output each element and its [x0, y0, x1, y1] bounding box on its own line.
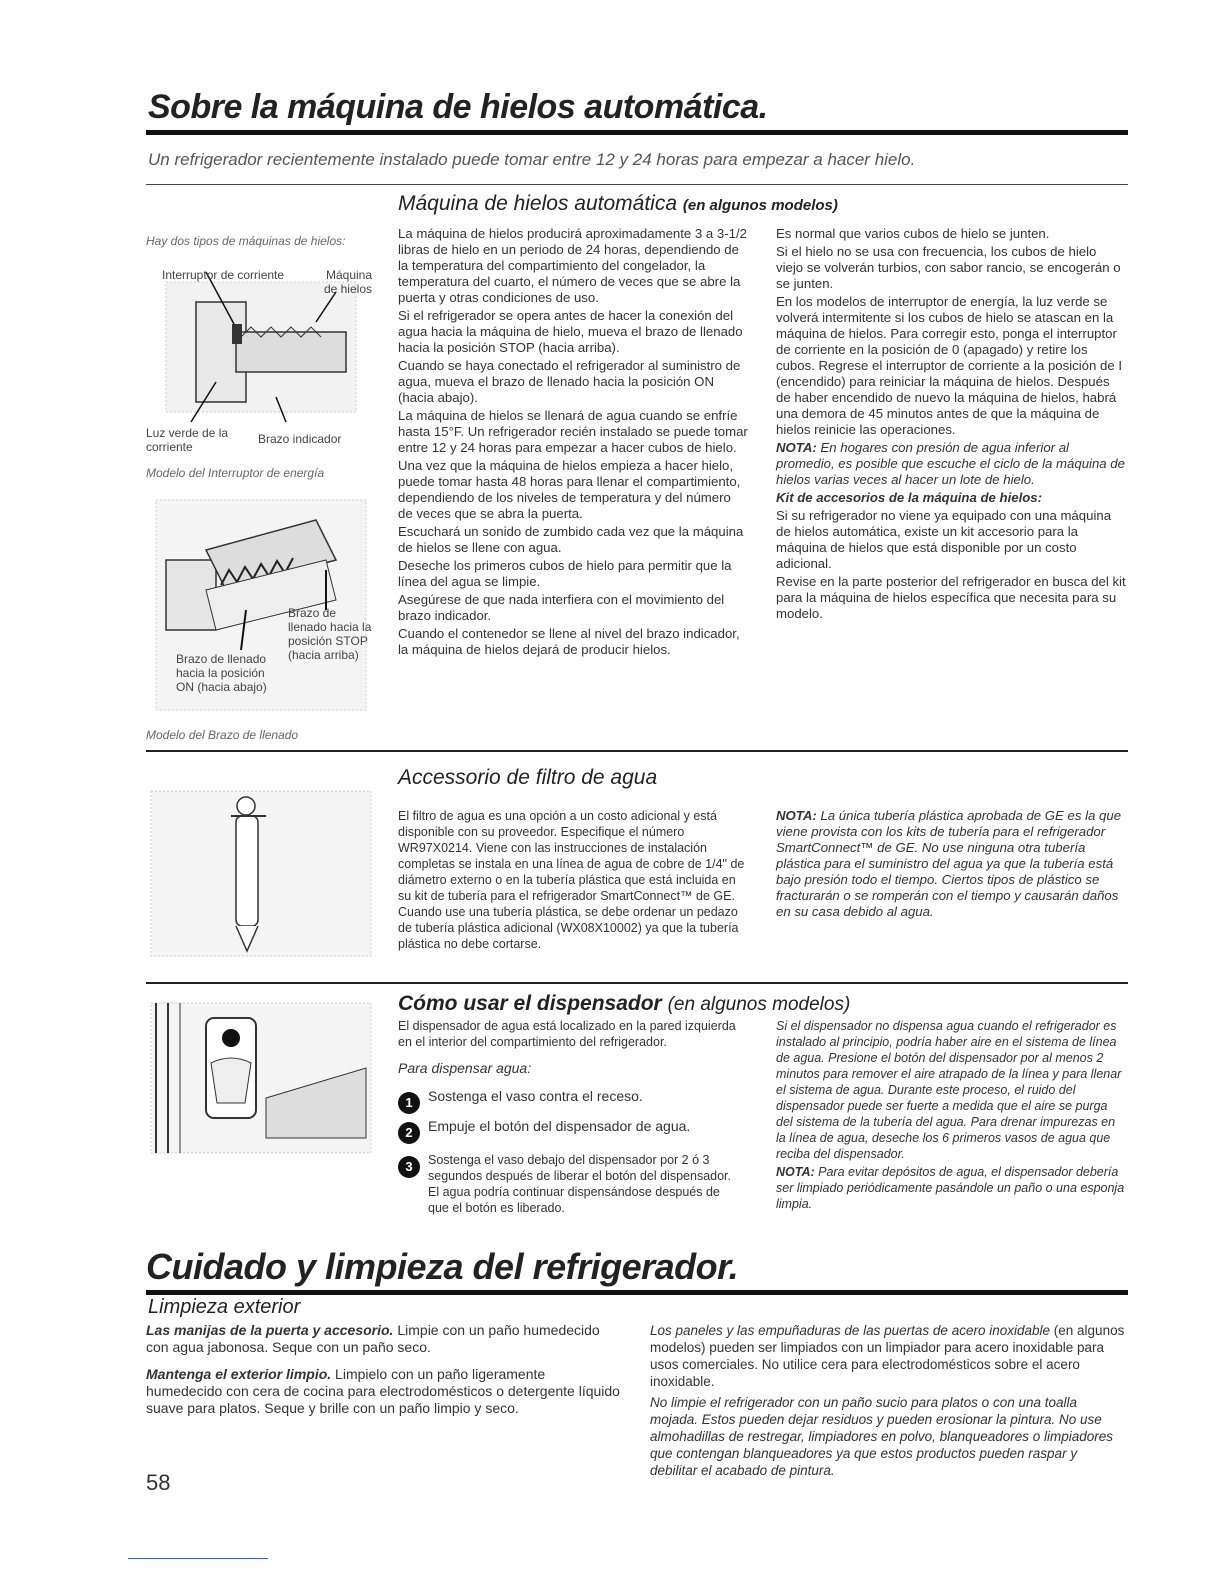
exterior-col2	[650, 1322, 1128, 1481]
icemaker-c2-p3: En los modelos de interruptor de energía, la luz verde se volverá intermitente si los cubos de hielo se atascan en la máquina de hielos. Para corregir esto, ponga el interruptor de corriente en la posición de 0 (apagado) y retire los cubos. Regrese el interruptor de corriente a la posición de I (encendido) para reiniciar la máquina de hielos. Después de haber encendido de nuevo la máquina de hielos, habrá una demora de 45 minutos antes de que la máquina de hielos reinicie las operaciones.	[776, 294, 1122, 437]
fig1-label-light: Luz verde de la corriente	[146, 426, 229, 454]
water-filter-illustration	[146, 786, 376, 961]
exterior-p1-text: Limpie con un paño humedecido con agua jabonosa. Seque con un paño seco.	[146, 1322, 600, 1355]
care-rule	[146, 1290, 1128, 1295]
filter-title: Accessorio de filtro de agua	[398, 766, 658, 789]
icemaker-p2: Si el refrigerador se opera antes de hacer la conexión del agua hacia la máquina de hielo, mueva el brazo de llenado hacia la posición STOP (hacia arriba).	[398, 308, 743, 355]
dispenser-section-title	[398, 992, 850, 1016]
filter-nota-text: La única tubería plástica aprobada de GE es la que viene provista con los kits de tubería para el refrigerador SmartConnect™ de GE. No use ninguna otra tubería plástica para el suministro del agua ya que la tubería está bajo presión todo el tiempo. Ciertos tipos de plástico se fracturarán o se romperán con el tiempo y causarán daños en su casa debido al agua.	[776, 808, 1122, 919]
step-2-text: Empuje el botón del dispensador de agua.	[428, 1118, 691, 1134]
filter-nota	[776, 808, 1126, 920]
kit-text-2: Revise en la parte posterior del refrigerador en busca del kit para la máquina de hielos específica que necesita para su modelo.	[776, 574, 1126, 621]
care-title: Cuidado y limpieza del refrigerador.	[146, 1246, 739, 1287]
icemaker-title: Máquina de hielos automática	[398, 192, 678, 215]
water-filter-figure	[146, 786, 376, 961]
dispenser-nota	[776, 1164, 1126, 1212]
step-3-badge: 3	[398, 1156, 420, 1178]
exterior-right-p1	[650, 1322, 1128, 1390]
icemaker-p6: Escuchará un sonido de zumbido cada vez que la máquina de hielos se llene con agua.	[398, 524, 744, 555]
step-2-badge: 2	[398, 1122, 420, 1144]
icemaker-nota-text: En hogares con presión de agua inferior al promedio, es posible que escuche el ciclo de la máquina de hielos varias veces al hacer un lote de hielo.	[776, 440, 1125, 487]
page-title: Sobre la máquina de hielos automática.	[148, 88, 768, 126]
fig1-label-arm: Brazo indicador	[258, 432, 342, 446]
kit-text: Si su refrigerador no viene ya equipado con una máquina de hielos automática, existe un kit accesorio para la máquina de hielos que está disponible por un costo adicional.	[776, 508, 1112, 571]
step-1-badge: 1	[398, 1092, 420, 1114]
exterior-p2	[146, 1366, 622, 1417]
icemaker-p1: La máquina de hielos producirá aproximadamente 3 a 3-1/2 libras de hielo en un periodo de 24 horas, dependiendo de la temperatura del compartimiento del congelador, la temperatura del cuarto, el número de veces que se abre la puerta y otras condiciones de uso.	[398, 226, 747, 305]
kit-title: Kit de accesorios de la máquina de hielos:	[776, 490, 1043, 505]
step-3-text: Sostenga el vaso debajo del dispensador por 2 ó 3 segundos después de liberar el botón del dispensador. El agua podría continuar dispensándose después de que el botón es liberado.	[428, 1153, 731, 1215]
dispenser-rule	[146, 982, 1128, 984]
exterior-p1	[146, 1322, 622, 1356]
dispenser-nota-label: NOTA:	[776, 1165, 815, 1179]
step-1-text: Sostenga el vaso contra el receso.	[428, 1088, 643, 1104]
intro-rule	[146, 184, 1128, 185]
icemaker-c2-p2: Si el hielo no se usa con frecuencia, los cubos de hielo viejo se volverán turbios, con sabor rancio, se encogerán o se junten.	[776, 244, 1121, 291]
exterior-p2-label: Mantenga el exterior limpio.	[146, 1366, 332, 1382]
exterior-title: Limpieza exterior	[148, 1296, 301, 1318]
icemaker-col1	[398, 226, 748, 660]
icemaker-p8: Asegúrese de que nada interfiera con el movimiento del brazo indicador.	[398, 592, 725, 623]
title-rule	[146, 130, 1128, 135]
icemaker-title-sub: (en algunos modelos)	[682, 197, 838, 214]
exterior-right-label: Los paneles y las empuñaduras de las puertas de acero inoxidable	[650, 1323, 1051, 1338]
page-number: 58	[146, 1470, 171, 1495]
dispenser-steps-title: Para dispensar agua:	[398, 1060, 532, 1076]
exterior-right-text: (en algunos modelos) pueden ser limpiados con un limpiador para acero inoxidable para usos comerciales. No utilice cera para electrodomésticos sobre el acero inoxidable.	[650, 1323, 1125, 1389]
fig1-label-switch: Interruptor de corriente	[162, 268, 285, 282]
dispenser-figure	[146, 998, 376, 1158]
fig-caption-top: Hay dos tipos de máquinas de hielos:	[146, 234, 346, 248]
fig2-label-arm-on: Brazo de llenado hacia la posición ON (hacia abajo)	[176, 652, 267, 694]
dispenser-title: Cómo usar el dispensador	[398, 992, 662, 1015]
icemaker-p7: Deseche los primeros cubos de hielo para permitir que la línea del agua se limpie.	[398, 558, 732, 589]
dispenser-illustration	[146, 998, 376, 1158]
dispenser-air-text: Si el dispensador no dispensa agua cuando el refrigerador es instalado al principio, podría haber aire en el sistema de línea de agua. Presione el botón del dispensador por al menos 2 minutos para remover el aire atrapado de la línea y para llenar el sistema de agua. Durante este proceso, el ruido del dispensador puede ser fuerte a medida que el aire se purga del sistema de la tubería del agua. Para drenar impurezas en la línea de agua, deseche los 6 primeros vasos de agua que reciba del dispensador.	[776, 1019, 1122, 1161]
fig1-caption: Modelo del Interruptor de energía	[146, 466, 325, 480]
footer-link-line	[128, 1558, 268, 1559]
filter-rule	[146, 750, 1128, 752]
filter-nota-label: NOTA:	[776, 808, 817, 823]
exterior-col1	[146, 1322, 622, 1419]
dispenser-nota-text: Para evitar depósitos de agua, el dispensador debería ser limpiado periódicamente pasándole un paño o una esponja limpia.	[776, 1165, 1125, 1211]
exterior-p2-text: Limpielo con un paño ligeramente humedecido con cera de cocina para electrodomésticos o detergente líquido suave para platos. Seque y brille con un paño limpio y seco.	[146, 1366, 620, 1416]
fig1-label-maker: Máquina de hielos	[323, 268, 372, 296]
dispenser-right-text	[776, 1018, 1126, 1214]
fig2-label-arm-stop: Brazo de llenado hacia la posición STOP (hacia arriba)	[288, 606, 372, 662]
fig2-caption: Modelo del Brazo de llenado	[146, 728, 299, 742]
icemaker-p4: La máquina de hielos se llenará de agua cuando se enfríe hasta 15°F. Un refrigerador recién instalado se puede tomar entre 12 y 24 horas para empezar a hacer cubos de hielo.	[398, 408, 748, 455]
icemaker-section-title	[398, 192, 838, 216]
dispenser-title-sub: (en algunos modelos)	[667, 994, 851, 1015]
exterior-right-italic: No limpie el refrigerador con un paño sucio para platos o con una toalla mojada. Estos pueden dejar residuos y pueden erosionar la pintura. No use almohadillas de restregar, limpiadores en polvo, blanqueadores o limpiadores que contengan blanqueadores ya que estos productos pueden raspar y debilitar el acabado de pintura.	[650, 1395, 1114, 1478]
icemaker-nota	[776, 440, 1126, 488]
icemaker-p9: Cuando el contenedor se llene al nivel del brazo indicador, la máquina de hielos dejará de producir hielos.	[398, 626, 740, 657]
icemaker-p5: Una vez que la máquina de hielos empieza a hacer hielo, puede tomar hasta 48 horas para llenar el compartimiento, dependiendo de los niveles de temperatura y del número de veces que se abra la puerta.	[398, 458, 741, 521]
intro-text: Un refrigerador recientemente instalado puede tomar entre 12 y 24 horas para empezar a hacer hielo.	[148, 150, 916, 169]
icemaker-p3: Cuando se haya conectado el refrigerador al suministro de agua, mueva el brazo de llenado hacia la posición ON (hacia abajo).	[398, 358, 741, 405]
exterior-p1-label: Las manijas de la puerta y accesorio.	[146, 1322, 394, 1338]
filter-col1: El filtro de agua es una opción a un costo adicional y está disponible con su proveedor. Especifique el número WR97X0214. Viene con las instrucciones de instalación completas se instala en una línea de agua de cobre de 1/4" de diámetro externo o en la tubería plástica que está incluida en su kit de tubería para el refrigerador SmartConnect™ de GE. Cuando use una tubería plástica, se debe ordenar un pedazo de tubería plástica adicional (WX08X10002) ya que la tubería plástica no debe cortarse.	[398, 809, 745, 951]
icemaker-col2	[776, 226, 1126, 624]
dispenser-intro: El dispensador de agua está localizado en la pared izquierda en el interior del compartimiento del refrigerador.	[398, 1019, 736, 1049]
icemaker-nota-label: NOTA:	[776, 440, 817, 455]
icemaker-c2-p1: Es normal que varios cubos de hielo se junten.	[776, 226, 1050, 241]
